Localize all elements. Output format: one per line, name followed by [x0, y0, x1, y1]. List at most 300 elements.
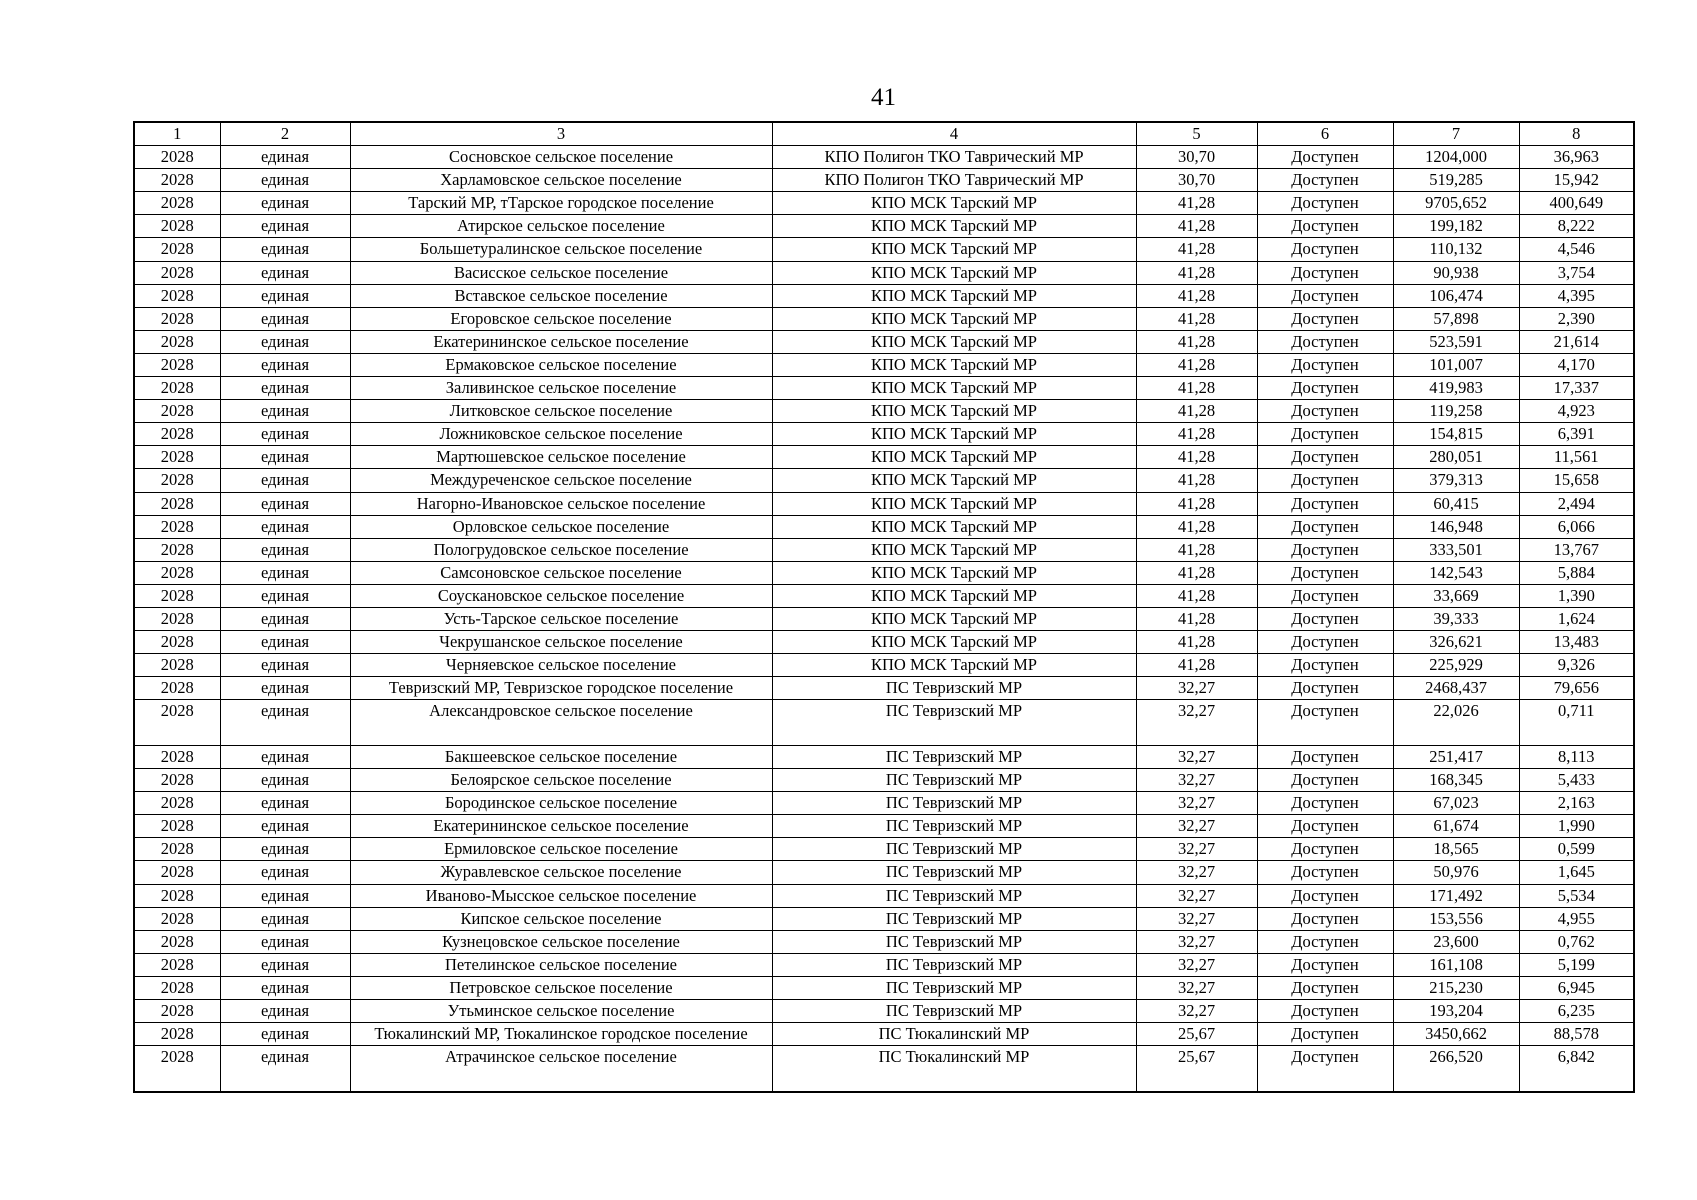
year-cell: 2028 — [134, 930, 220, 953]
scheme-cell: единая — [220, 976, 350, 999]
value-cell: 6,842 — [1519, 1046, 1634, 1092]
scheme-cell: единая — [220, 284, 350, 307]
status-cell: Доступен — [1257, 192, 1393, 215]
municipality-cell: Орловское сельское поселение — [350, 515, 772, 538]
status-cell: Доступен — [1257, 930, 1393, 953]
value-cell: 88,578 — [1519, 1023, 1634, 1046]
year-cell: 2028 — [134, 907, 220, 930]
status-cell: Доступен — [1257, 976, 1393, 999]
distance-cell: 41,28 — [1136, 284, 1257, 307]
volume-cell: 251,417 — [1393, 745, 1519, 768]
municipality-cell: Утьминское сельское поселение — [350, 999, 772, 1022]
municipality-cell: Вставское сельское поселение — [350, 284, 772, 307]
volume-cell: 419,983 — [1393, 377, 1519, 400]
distance-cell: 32,27 — [1136, 745, 1257, 768]
status-cell: Доступен — [1257, 1046, 1393, 1092]
distance-cell: 41,28 — [1136, 631, 1257, 654]
scheme-cell: единая — [220, 515, 350, 538]
facility-cell: КПО МСК Тарский МР — [772, 607, 1136, 630]
municipality-cell: Бакшеевское сельское поселение — [350, 745, 772, 768]
table-row — [134, 631, 1634, 654]
distance-cell: 32,27 — [1136, 677, 1257, 700]
value-cell: 1,990 — [1519, 815, 1634, 838]
municipality-cell: Тюкалинский МР, Тюкалинское городское поселение — [350, 1023, 772, 1046]
scheme-cell: единая — [220, 261, 350, 284]
status-cell: Доступен — [1257, 400, 1393, 423]
year-cell: 2028 — [134, 1023, 220, 1046]
facility-cell: ПС Тевризский МР — [772, 999, 1136, 1022]
distance-cell: 41,28 — [1136, 607, 1257, 630]
year-cell: 2028 — [134, 261, 220, 284]
facility-cell: ПС Тевризский МР — [772, 815, 1136, 838]
municipality-cell: Ложниковское сельское поселение — [350, 423, 772, 446]
volume-cell: 67,023 — [1393, 792, 1519, 815]
scheme-cell: единая — [220, 538, 350, 561]
table-row — [134, 930, 1634, 953]
table-row — [134, 238, 1634, 261]
facility-cell: КПО МСК Тарский МР — [772, 353, 1136, 376]
status-cell: Доступен — [1257, 607, 1393, 630]
distance-cell: 41,28 — [1136, 654, 1257, 677]
table-row — [134, 515, 1634, 538]
status-cell: Доступен — [1257, 769, 1393, 792]
value-cell: 5,884 — [1519, 561, 1634, 584]
volume-cell: 1204,000 — [1393, 146, 1519, 169]
table-row — [134, 584, 1634, 607]
municipality-cell: Чекрушанское сельское поселение — [350, 631, 772, 654]
municipality-cell: Соускановское сельское поселение — [350, 584, 772, 607]
volume-cell: 523,591 — [1393, 330, 1519, 353]
facility-cell: КПО МСК Тарский МР — [772, 446, 1136, 469]
municipality-cell: Тарский МР, тТарское городское поселение — [350, 192, 772, 215]
volume-cell: 266,520 — [1393, 1046, 1519, 1092]
scheme-cell: единая — [220, 930, 350, 953]
volume-cell: 101,007 — [1393, 353, 1519, 376]
value-cell: 8,113 — [1519, 745, 1634, 768]
value-cell: 21,614 — [1519, 330, 1634, 353]
facility-cell: ПС Тевризский МР — [772, 792, 1136, 815]
value-cell: 6,945 — [1519, 976, 1634, 999]
table-row — [134, 607, 1634, 630]
value-cell: 2,163 — [1519, 792, 1634, 815]
distance-cell: 41,28 — [1136, 307, 1257, 330]
status-cell: Доступен — [1257, 999, 1393, 1022]
status-cell: Доступен — [1257, 884, 1393, 907]
scheme-cell: единая — [220, 815, 350, 838]
table-row — [134, 815, 1634, 838]
distance-cell: 25,67 — [1136, 1046, 1257, 1092]
table-row — [134, 769, 1634, 792]
status-cell: Доступен — [1257, 1023, 1393, 1046]
facility-cell: КПО МСК Тарский МР — [772, 261, 1136, 284]
value-cell: 15,658 — [1519, 469, 1634, 492]
municipality-cell: Кузнецовское сельское поселение — [350, 930, 772, 953]
volume-cell: 50,976 — [1393, 861, 1519, 884]
value-cell: 5,199 — [1519, 953, 1634, 976]
municipality-cell: Усть-Тарское сельское поселение — [350, 607, 772, 630]
value-cell: 6,391 — [1519, 423, 1634, 446]
column-header: 3 — [350, 122, 772, 146]
status-cell: Доступен — [1257, 745, 1393, 768]
facility-cell: КПО МСК Тарский МР — [772, 469, 1136, 492]
facility-cell: КПО МСК Тарский МР — [772, 538, 1136, 561]
value-cell: 5,534 — [1519, 884, 1634, 907]
scheme-cell: единая — [220, 677, 350, 700]
distance-cell: 41,28 — [1136, 584, 1257, 607]
volume-cell: 171,492 — [1393, 884, 1519, 907]
facility-cell: КПО Полигон ТКО Таврический МР — [772, 169, 1136, 192]
distance-cell: 41,28 — [1136, 238, 1257, 261]
volume-cell: 106,474 — [1393, 284, 1519, 307]
table-row — [134, 838, 1634, 861]
municipality-cell: Харламовское сельское поселение — [350, 169, 772, 192]
table-row — [134, 330, 1634, 353]
volume-cell: 23,600 — [1393, 930, 1519, 953]
municipality-cell: Васисское сельское поселение — [350, 261, 772, 284]
value-cell: 36,963 — [1519, 146, 1634, 169]
table-row — [134, 884, 1634, 907]
scheme-cell: единая — [220, 238, 350, 261]
distance-cell: 41,28 — [1136, 446, 1257, 469]
facility-cell: КПО МСК Тарский МР — [772, 515, 1136, 538]
facility-cell: КПО МСК Тарский МР — [772, 377, 1136, 400]
facility-cell: КПО МСК Тарский МР — [772, 423, 1136, 446]
year-cell: 2028 — [134, 238, 220, 261]
status-cell: Доступен — [1257, 584, 1393, 607]
value-cell: 13,483 — [1519, 631, 1634, 654]
year-cell: 2028 — [134, 815, 220, 838]
facility-cell: КПО МСК Тарский МР — [772, 584, 1136, 607]
volume-cell: 146,948 — [1393, 515, 1519, 538]
volume-cell: 22,026 — [1393, 700, 1519, 746]
scheme-cell: единая — [220, 769, 350, 792]
distance-cell: 32,27 — [1136, 930, 1257, 953]
volume-cell: 33,669 — [1393, 584, 1519, 607]
volume-cell: 193,204 — [1393, 999, 1519, 1022]
year-cell: 2028 — [134, 769, 220, 792]
facility-cell: КПО МСК Тарский МР — [772, 215, 1136, 238]
year-cell: 2028 — [134, 353, 220, 376]
column-header: 8 — [1519, 122, 1634, 146]
table-row — [134, 792, 1634, 815]
volume-cell: 168,345 — [1393, 769, 1519, 792]
year-cell: 2028 — [134, 976, 220, 999]
volume-cell: 333,501 — [1393, 538, 1519, 561]
municipality-cell: Литковское сельское поселение — [350, 400, 772, 423]
municipality-cell: Петровское сельское поселение — [350, 976, 772, 999]
distance-cell: 41,28 — [1136, 377, 1257, 400]
year-cell: 2028 — [134, 838, 220, 861]
status-cell: Доступен — [1257, 792, 1393, 815]
table-row — [134, 215, 1634, 238]
scheme-cell: единая — [220, 423, 350, 446]
volume-cell: 519,285 — [1393, 169, 1519, 192]
year-cell: 2028 — [134, 146, 220, 169]
facility-cell: ПС Тевризский МР — [772, 769, 1136, 792]
volume-cell: 161,108 — [1393, 953, 1519, 976]
table-row — [134, 861, 1634, 884]
volume-cell: 154,815 — [1393, 423, 1519, 446]
distance-cell: 32,27 — [1136, 792, 1257, 815]
value-cell: 1,390 — [1519, 584, 1634, 607]
facility-cell: ПС Тевризский МР — [772, 930, 1136, 953]
scheme-cell: единая — [220, 907, 350, 930]
facility-cell: ПС Тевризский МР — [772, 907, 1136, 930]
facility-cell: ПС Тевризский МР — [772, 953, 1136, 976]
facility-cell: ПС Тевризский МР — [772, 838, 1136, 861]
municipality-cell: Большетуралинское сельское поселение — [350, 238, 772, 261]
value-cell: 4,955 — [1519, 907, 1634, 930]
table-body — [134, 146, 1634, 1092]
volume-cell: 215,230 — [1393, 976, 1519, 999]
value-cell: 4,395 — [1519, 284, 1634, 307]
table-row — [134, 400, 1634, 423]
volume-cell: 3450,662 — [1393, 1023, 1519, 1046]
column-header: 7 — [1393, 122, 1519, 146]
distance-cell: 41,28 — [1136, 515, 1257, 538]
table-row — [134, 377, 1634, 400]
municipality-cell: Мартюшевское сельское поселение — [350, 446, 772, 469]
year-cell: 2028 — [134, 377, 220, 400]
value-cell: 17,337 — [1519, 377, 1634, 400]
year-cell: 2028 — [134, 631, 220, 654]
table-row — [134, 169, 1634, 192]
municipality-cell: Екатерининское сельское поселение — [350, 815, 772, 838]
facility-cell: КПО МСК Тарский МР — [772, 238, 1136, 261]
year-cell: 2028 — [134, 307, 220, 330]
year-cell: 2028 — [134, 284, 220, 307]
volume-cell: 57,898 — [1393, 307, 1519, 330]
facility-cell: ПС Тюкалинский МР — [772, 1023, 1136, 1046]
distance-cell: 32,27 — [1136, 976, 1257, 999]
scheme-cell: единая — [220, 745, 350, 768]
table-row — [134, 423, 1634, 446]
scheme-cell: единая — [220, 838, 350, 861]
distance-cell: 41,28 — [1136, 561, 1257, 584]
municipality-cell: Атирское сельское поселение — [350, 215, 772, 238]
status-cell: Доступен — [1257, 377, 1393, 400]
table-row — [134, 745, 1634, 768]
status-cell: Доступен — [1257, 492, 1393, 515]
status-cell: Доступен — [1257, 169, 1393, 192]
volume-cell: 280,051 — [1393, 446, 1519, 469]
status-cell: Доступен — [1257, 515, 1393, 538]
facility-cell: КПО МСК Тарский МР — [772, 284, 1136, 307]
facility-cell: КПО МСК Тарский МР — [772, 631, 1136, 654]
volume-cell: 9705,652 — [1393, 192, 1519, 215]
distance-cell: 32,27 — [1136, 884, 1257, 907]
scheme-cell: единая — [220, 307, 350, 330]
municipality-cell: Журавлевское сельское поселение — [350, 861, 772, 884]
facility-cell: ПС Тевризский МР — [772, 700, 1136, 746]
scheme-cell: единая — [220, 861, 350, 884]
scheme-cell: единая — [220, 631, 350, 654]
value-cell: 0,762 — [1519, 930, 1634, 953]
volume-cell: 326,621 — [1393, 631, 1519, 654]
municipality-cell: Самсоновское сельское поселение — [350, 561, 772, 584]
table-row — [134, 1023, 1634, 1046]
year-cell: 2028 — [134, 999, 220, 1022]
scheme-cell: единая — [220, 192, 350, 215]
year-cell: 2028 — [134, 953, 220, 976]
distance-cell: 32,27 — [1136, 861, 1257, 884]
distance-cell: 41,28 — [1136, 192, 1257, 215]
municipality-cell: Атрачинское сельское поселение — [350, 1046, 772, 1092]
table-row — [134, 677, 1634, 700]
distance-cell: 41,28 — [1136, 400, 1257, 423]
year-cell: 2028 — [134, 745, 220, 768]
facility-cell: КПО МСК Тарский МР — [772, 307, 1136, 330]
column-header: 5 — [1136, 122, 1257, 146]
status-cell: Доступен — [1257, 677, 1393, 700]
distance-cell: 30,70 — [1136, 146, 1257, 169]
status-cell: Доступен — [1257, 353, 1393, 376]
facility-cell: КПО МСК Тарский МР — [772, 400, 1136, 423]
facility-cell: ПС Тевризский МР — [772, 976, 1136, 999]
value-cell: 2,494 — [1519, 492, 1634, 515]
table-row — [134, 953, 1634, 976]
year-cell: 2028 — [134, 215, 220, 238]
year-cell: 2028 — [134, 861, 220, 884]
status-cell: Доступен — [1257, 700, 1393, 746]
scheme-cell: единая — [220, 215, 350, 238]
distance-cell: 32,27 — [1136, 999, 1257, 1022]
value-cell: 4,546 — [1519, 238, 1634, 261]
municipality-cell: Ермиловское сельское поселение — [350, 838, 772, 861]
facility-cell: ПС Тюкалинский МР — [772, 1046, 1136, 1092]
scheme-cell: единая — [220, 607, 350, 630]
volume-cell: 225,929 — [1393, 654, 1519, 677]
table-row — [134, 146, 1634, 169]
scheme-cell: единая — [220, 492, 350, 515]
year-cell: 2028 — [134, 469, 220, 492]
value-cell: 6,066 — [1519, 515, 1634, 538]
status-cell: Доступен — [1257, 238, 1393, 261]
volume-cell: 110,132 — [1393, 238, 1519, 261]
volume-cell: 199,182 — [1393, 215, 1519, 238]
scheme-cell: единая — [220, 1023, 350, 1046]
distance-cell: 30,70 — [1136, 169, 1257, 192]
status-cell: Доступен — [1257, 815, 1393, 838]
distance-cell: 41,28 — [1136, 330, 1257, 353]
municipality-cell: Междуреченское сельское поселение — [350, 469, 772, 492]
value-cell: 0,711 — [1519, 700, 1634, 746]
scheme-cell: единая — [220, 654, 350, 677]
municipality-cell: Егоровское сельское поселение — [350, 307, 772, 330]
value-cell: 11,561 — [1519, 446, 1634, 469]
distance-cell: 32,27 — [1136, 769, 1257, 792]
column-header: 2 — [220, 122, 350, 146]
table-row — [134, 561, 1634, 584]
status-cell: Доступен — [1257, 446, 1393, 469]
page-number: 41 — [871, 84, 896, 111]
year-cell: 2028 — [134, 192, 220, 215]
scheme-cell: единая — [220, 999, 350, 1022]
value-cell: 8,222 — [1519, 215, 1634, 238]
column-header: 4 — [772, 122, 1136, 146]
value-cell: 4,923 — [1519, 400, 1634, 423]
status-cell: Доступен — [1257, 861, 1393, 884]
value-cell: 2,390 — [1519, 307, 1634, 330]
scheme-cell: единая — [220, 446, 350, 469]
status-cell: Доступен — [1257, 538, 1393, 561]
scheme-cell: единая — [220, 953, 350, 976]
year-cell: 2028 — [134, 700, 220, 746]
distance-cell: 32,27 — [1136, 907, 1257, 930]
facility-cell: КПО МСК Тарский МР — [772, 561, 1136, 584]
distance-cell: 41,28 — [1136, 538, 1257, 561]
municipality-cell: Бородинское сельское поселение — [350, 792, 772, 815]
municipality-cell: Иваново-Мысское сельское поселение — [350, 884, 772, 907]
value-cell: 6,235 — [1519, 999, 1634, 1022]
volume-cell: 90,938 — [1393, 261, 1519, 284]
table-row — [134, 492, 1634, 515]
year-cell: 2028 — [134, 515, 220, 538]
table-header-row — [134, 122, 1634, 146]
volume-cell: 60,415 — [1393, 492, 1519, 515]
facility-cell: ПС Тевризский МР — [772, 861, 1136, 884]
status-cell: Доступен — [1257, 631, 1393, 654]
status-cell: Доступен — [1257, 838, 1393, 861]
status-cell: Доступен — [1257, 907, 1393, 930]
volume-cell: 142,543 — [1393, 561, 1519, 584]
distance-cell: 32,27 — [1136, 838, 1257, 861]
scheme-cell: единая — [220, 330, 350, 353]
year-cell: 2028 — [134, 423, 220, 446]
value-cell: 1,645 — [1519, 861, 1634, 884]
table-row — [134, 700, 1634, 746]
value-cell: 79,656 — [1519, 677, 1634, 700]
municipality-cell: Сосновское сельское поселение — [350, 146, 772, 169]
value-cell: 0,599 — [1519, 838, 1634, 861]
distance-cell: 25,67 — [1136, 1023, 1257, 1046]
municipality-cell: Черняевское сельское поселение — [350, 654, 772, 677]
municipality-cell: Заливинское сельское поселение — [350, 377, 772, 400]
scheme-cell: единая — [220, 146, 350, 169]
distance-cell: 41,28 — [1136, 469, 1257, 492]
volume-cell: 153,556 — [1393, 907, 1519, 930]
distance-cell: 41,28 — [1136, 492, 1257, 515]
scheme-cell: единая — [220, 584, 350, 607]
scheme-cell: единая — [220, 792, 350, 815]
distance-cell: 32,27 — [1136, 815, 1257, 838]
scheme-cell: единая — [220, 169, 350, 192]
distance-cell: 32,27 — [1136, 700, 1257, 746]
distance-cell: 32,27 — [1136, 953, 1257, 976]
volume-cell: 119,258 — [1393, 400, 1519, 423]
municipality-cell: Белоярское сельское поселение — [350, 769, 772, 792]
facility-cell: ПС Тевризский МР — [772, 677, 1136, 700]
status-cell: Доступен — [1257, 953, 1393, 976]
table-row — [134, 907, 1634, 930]
status-cell: Доступен — [1257, 654, 1393, 677]
facility-cell: КПО МСК Тарский МР — [772, 492, 1136, 515]
volume-cell: 18,565 — [1393, 838, 1519, 861]
scheme-cell: единая — [220, 700, 350, 746]
status-cell: Доступен — [1257, 307, 1393, 330]
table-row — [134, 307, 1634, 330]
scheme-cell: единая — [220, 400, 350, 423]
year-cell: 2028 — [134, 884, 220, 907]
column-header: 1 — [134, 122, 220, 146]
municipality-cell: Петелинское сельское поселение — [350, 953, 772, 976]
status-cell: Доступен — [1257, 423, 1393, 446]
year-cell: 2028 — [134, 607, 220, 630]
volume-cell: 379,313 — [1393, 469, 1519, 492]
municipality-cell: Ермаковское сельское поселение — [350, 353, 772, 376]
facility-cell: КПО Полигон ТКО Таврический МР — [772, 146, 1136, 169]
year-cell: 2028 — [134, 169, 220, 192]
